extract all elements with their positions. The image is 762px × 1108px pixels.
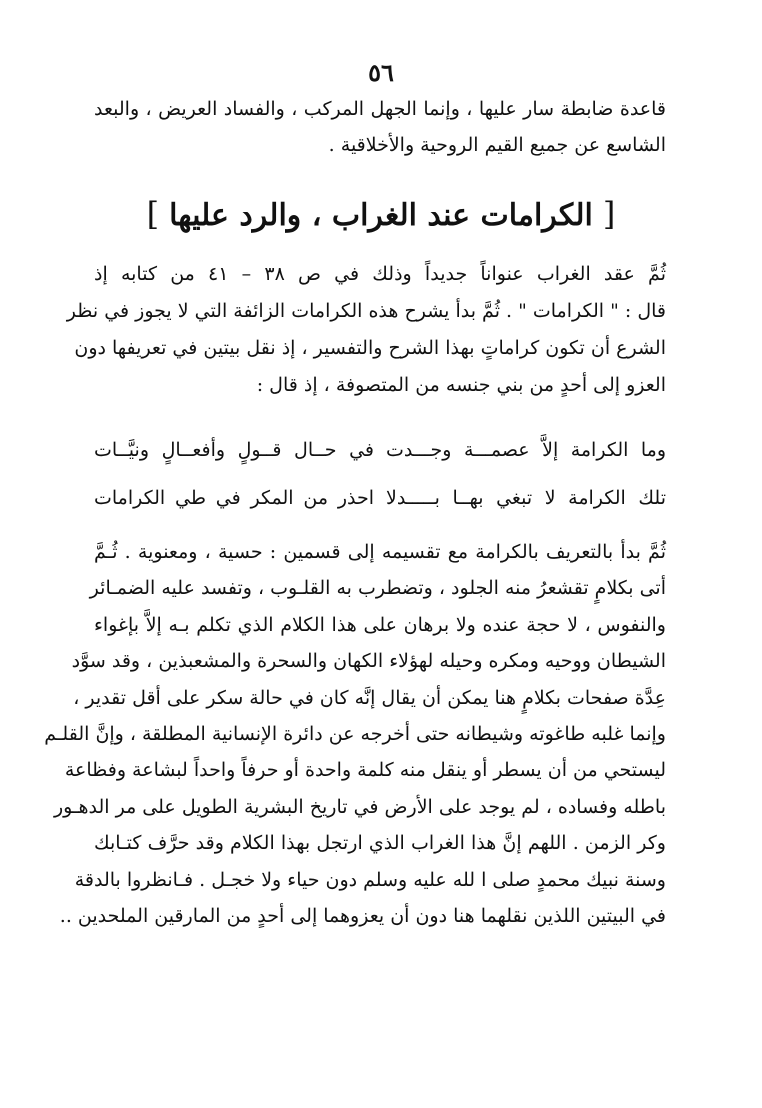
text-line: وكر الزمن . اللهم إنَّ هذا الغراب الذي ارتجل بهذا الكلام وقد حرَّف كتـابك: [94, 832, 666, 855]
paragraph-continuation: [94, 92, 666, 163]
page-number: ٥٦: [368, 58, 394, 87]
verse-first-hemistich: وما الكرامة إلاَّ عصمـــة وجـــدت: [386, 439, 666, 461]
text-line: الشاسع عن جميع القيم الروحية والأخلاقية .: [328, 133, 666, 156]
text-line: الشرع أن تكون كراماتٍ بهذا الشرح والتفسير ، إذ نقل بيتين في تعريفها دون: [74, 337, 666, 359]
verse-second-hemistich: احذر من المكر في طي الكرامات: [94, 487, 374, 509]
text-line: العزو إلى أحدٍ من بني جنسه من المتصوفة ، إذ قال :: [256, 374, 666, 396]
text-line: ثُمَّ عقد الغراب عنواناً جديداً وذلك في ص ٣٨ – ٤١ من كتابه إذ: [94, 263, 666, 285]
heading-bracket-open: [: [602, 195, 616, 233]
text-line: في البيتين اللذين نقلهما هنا دون أن يعزوهما إلى أحدٍ من المارقين الملحدين ..: [59, 905, 666, 928]
text-line: عِدَّة صفحات بكلامٍ هنا يمكن أن يقال إنَّه كان في حالة سكر على أقل تقدير ،: [73, 686, 666, 709]
paragraph-intro: [66, 256, 666, 404]
poem-verse: [94, 480, 666, 516]
text-line: ليستحي من أن يسطر أو ينقل منه كلمة واحدة أو حرفاً واحداً لبشاعة وفظاعة: [64, 759, 666, 782]
text-line: قال : " الكرامات " . ثُمَّ بدأ يشرح هذه الكرامات الزائفة التي لا يجوز في نظر: [66, 300, 666, 322]
text-line: أتى بكلامٍ تقشعرُ منه الجلود ، وتضطرب به القلـوب ، وتفسد عليه الضمـائر: [89, 577, 666, 600]
verse-first-hemistich: تلك الكرامة لا تبغي بهــا بـــــدلا: [386, 487, 666, 509]
text-line: الشيطان ووحيه ومكره وحيله لهؤلاء الكهان والسحرة والمشعبذين ، وقد سوَّد: [71, 650, 666, 673]
verse-second-hemistich: في حــال قــولٍ وأفعــالٍ ونيَّــات: [94, 439, 374, 461]
paragraph-main: [44, 534, 666, 934]
heading-text: الكرامات عند الغراب ، والرد عليها: [169, 198, 593, 233]
text-line: ثُمَّ بدأ بالتعريف بالكرامة مع تقسيمه إلى قسمين : حسية ، ومعنوية . ثُـمَّ: [94, 541, 666, 563]
text-line: قاعدة ضابطة سار عليها ، وإنما الجهل المركب ، والفساد العريض ، والبعد: [94, 98, 666, 120]
poem-verse: [94, 432, 666, 468]
text-line: والنفوس ، لا حجة عنده ولا برهان على هذا الكلام الذي تكلم بـه إلاَّ بإغواء: [94, 613, 666, 636]
section-heading: [0, 188, 762, 242]
text-line: وسنة نبيك محمدٍ صلى ا لله عليه وسلم دون حياء ولا خجـل . فـانظروا بالدقة: [74, 868, 666, 891]
heading-bracket-close: ]: [146, 195, 160, 233]
text-line: باطله وفساده ، لم يوجد على الأرض في تاريخ البشرية الطويل على مر الدهـور: [53, 795, 666, 818]
text-line: وإنما غلبه طاغوته وشيطانه حتى أخرجه عن دائرة الإنسانية المطلقة ، وإنَّ القلـم: [44, 723, 666, 746]
